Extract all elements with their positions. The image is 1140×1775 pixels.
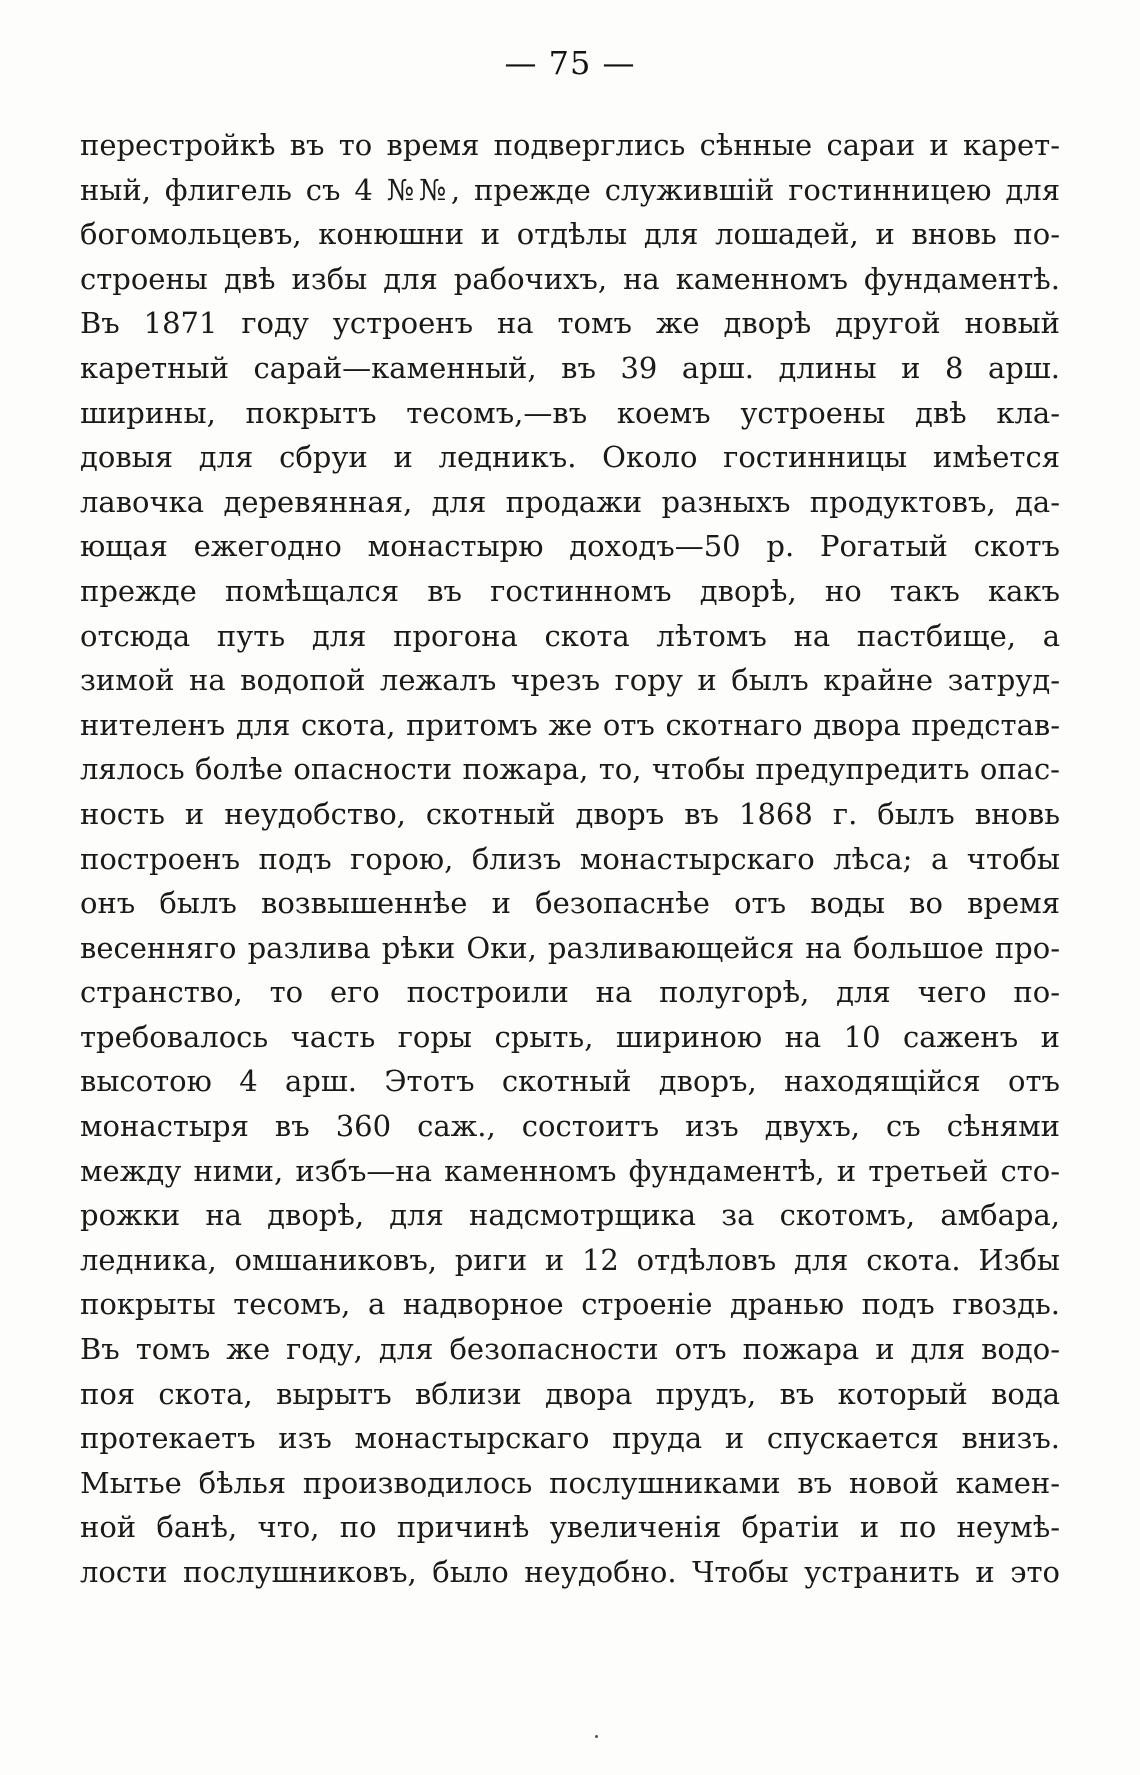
text-line: каретный сарай—каменный, въ 39 арш. длины и 8 арш.: [80, 350, 1060, 385]
text-line: монастыря въ 360 саж., состоитъ изъ двухъ, съ сѣнями: [80, 1109, 1060, 1144]
text-line: ный, флигель съ 4 №№, прежде служившій гостинницею для: [80, 172, 1060, 207]
text-line: лялось болѣе опасности пожара, то, чтобы предупредить опас-: [80, 752, 1060, 787]
text-line: перестройкѣ въ то время подверглись сѣнные сараи и карет-: [80, 128, 1060, 162]
text-line: нителенъ для скота, притомъ же отъ скотнаго двора представ-: [80, 707, 1060, 742]
text-line: довыя для сбруи и ледникъ. Около гостинницы имѣется: [80, 440, 1060, 475]
text-line: Въ томъ же году, для безопасности отъ пожара и для водо-: [80, 1332, 1060, 1367]
text-line: между ними, избъ—на каменномъ фундаментѣ, и третьей сто-: [80, 1153, 1060, 1188]
text-line: высотою 4 арш. Этотъ скотный дворъ, находящійся отъ: [80, 1064, 1060, 1099]
text-line: богомольцевъ, конюшни и отдѣлы для лошадей, и вновь по-: [80, 217, 1060, 252]
text-line: покрыты тесомъ, а надворное строеніе дранью подъ гвоздь.: [80, 1287, 1060, 1322]
text-line: зимой на водопой лежалъ чрезъ гору и былъ крайне затруд-: [80, 663, 1060, 698]
text-line: Въ 1871 году устроенъ на томъ же дворѣ другой новый: [80, 306, 1060, 341]
text-line: поя скота, вырытъ вблизи двора прудъ, въ который вода: [80, 1376, 1060, 1411]
text-line: рожки на дворѣ, для надсмотрщика за скотомъ, амбара,: [80, 1198, 1060, 1233]
text-line: ность и неудобство, скотный дворъ въ 1868 г. былъ вновь: [80, 796, 1060, 831]
text-line: ледника, омшаниковъ, риги и 12 отдѣловъ для скота. Избы: [80, 1242, 1060, 1277]
text-line: ширины, покрытъ тесомъ,—въ коемъ устроены двѣ кла-: [80, 395, 1060, 430]
text-line: требовалось часть горы срыть, шириною на 10 саженъ и: [80, 1019, 1060, 1054]
text-line: строены двѣ избы для рабочихъ, на каменномъ фундаментѣ.: [80, 261, 1060, 296]
text-line: лавочка деревянная, для продажи разныхъ продуктовъ, да-: [80, 484, 1060, 519]
text-line: весенняго разлива рѣки Оки, разливающейся на большое про-: [80, 930, 1060, 965]
text-line: протекаетъ изъ монастырскаго пруда и спускается внизъ.: [80, 1421, 1060, 1456]
text-line: странство, то его построили на полугорѣ, для чего по-: [80, 975, 1060, 1010]
text-line: ной банѣ, что, по причинѣ увеличенія братіи и по неумѣ-: [80, 1510, 1060, 1545]
text-line: онъ былъ возвышеннѣе и безопаснѣе отъ воды во время: [80, 886, 1060, 921]
ink-speck: [595, 1735, 598, 1738]
text-line: Мытье бѣлья производилось послушниками въ новой камен-: [80, 1465, 1060, 1500]
body-text: [80, 123, 1060, 1595]
text-line: построенъ подъ горою, близъ монастырскаго лѣса; а чтобы: [80, 841, 1060, 876]
text-line: отсюда путь для прогона скота лѣтомъ на пастбище, а: [80, 618, 1060, 653]
text-line: ющая ежегодно монастырю доходъ—50 р. Рогатый скотъ: [80, 529, 1060, 564]
page-number: — 75 —: [504, 44, 636, 82]
text-line: лости послушниковъ, было неудобно. Чтобы устранить и это: [80, 1555, 1060, 1589]
text-line: прежде помѣщался въ гостинномъ дворѣ, но такъ какъ: [80, 573, 1060, 608]
